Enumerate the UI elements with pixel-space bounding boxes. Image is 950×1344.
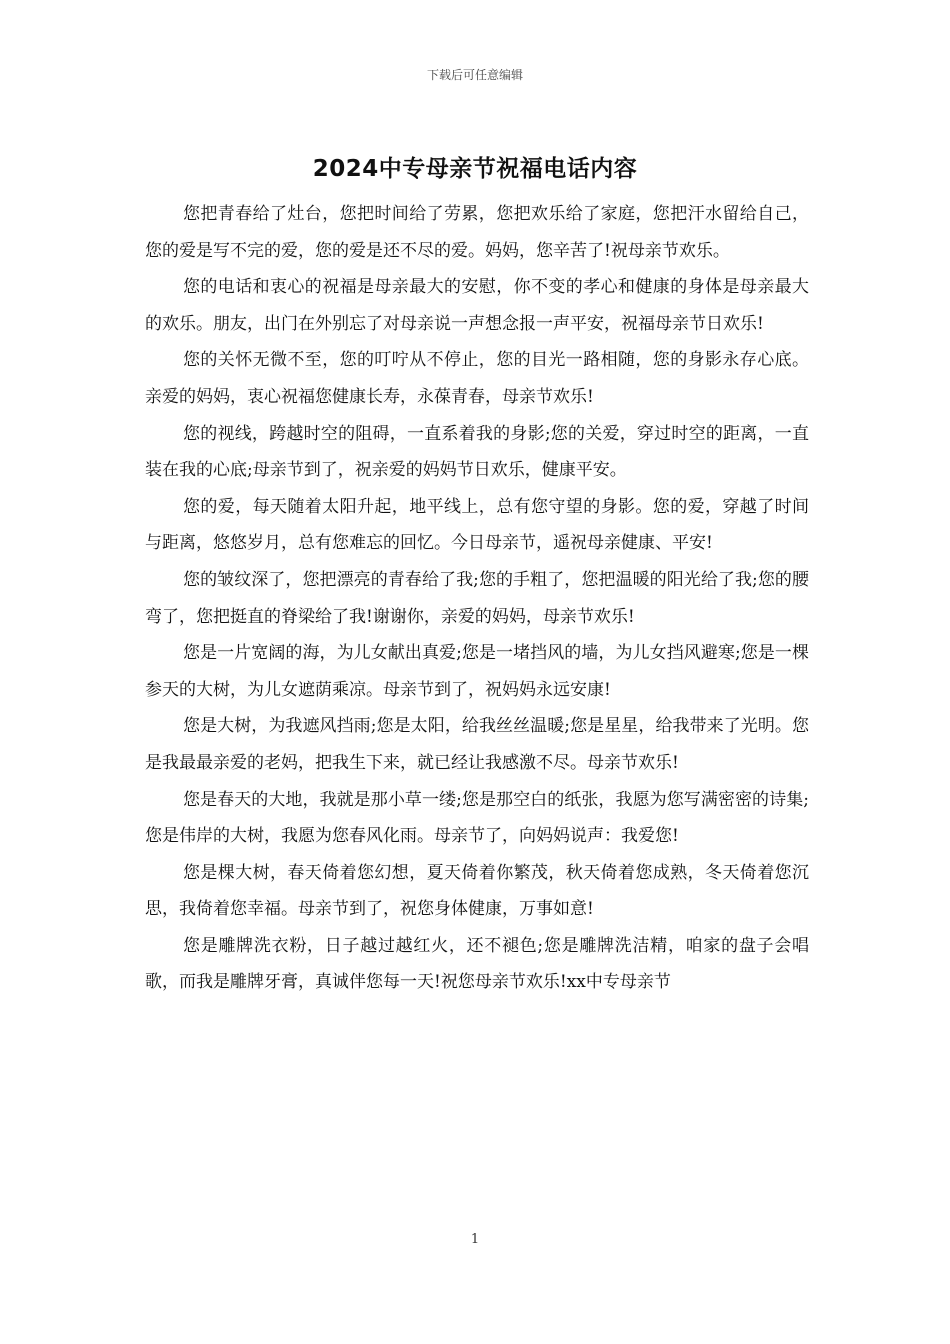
document-title: 2024中专母亲节祝福电话内容 <box>312 156 638 182</box>
paragraph: 您是一片宽阔的海，为儿女献出真爱;您是一堵挡风的墙，为儿女挡风避寒;您是一棵参天的大树，为儿女遮荫乘凉。母亲节到了，祝妈妈永远安康! <box>145 643 809 700</box>
paragraph: 您把青春给了灶台，您把时间给了劳累，您把欢乐给了家庭，您把汗水留给自己，您的爱是写不完的爱，您的爱是还不尽的爱。妈妈，您辛苦了!祝母亲节欢乐。 <box>145 204 809 261</box>
paragraph: 您的视线，跨越时空的阻碍，一直系着我的身影;您的关爱，穿过时空的距离，一直装在我的心底;母亲节到了，祝亲爱的妈妈节日欢乐，健康平安。 <box>145 423 809 481</box>
paragraph: 您的电话和衷心的祝福是母亲最大的安慰，你不变的孝心和健康的身体是母亲最大的欢乐。朋友，出门在外别忘了对母亲说一声想念报一声平安，祝福母亲节日欢乐! <box>145 277 809 334</box>
document-body <box>145 196 809 1001</box>
header-note: 下载后可任意编辑 <box>426 68 523 82</box>
page-number: 1 <box>470 1232 480 1247</box>
paragraph: 您是大树，为我遮风挡雨;您是太阳，给我丝丝温暖;您是星星，给我带来了光明。您是我最最亲爱的老妈，把我生下来，就已经让我感激不尽。母亲节欢乐! <box>145 716 809 773</box>
paragraph: 您的皱纹深了，您把漂亮的青春给了我;您的手粗了，您把温暖的阳光给了我;您的腰弯了，您把挺直的脊梁给了我!谢谢你，亲爱的妈妈，母亲节欢乐! <box>145 569 809 627</box>
paragraph: 您的关怀无微不至，您的叮咛从不停止，您的目光一路相随，您的身影永存心底。亲爱的妈妈，衷心祝福您健康长寿，永葆青春，母亲节欢乐! <box>145 350 809 407</box>
paragraph: 您是雕牌洗衣粉，日子越过越红火，还不褪色;您是雕牌洗洁精，咱家的盘子会唱歌，而我是雕牌牙膏，真诚伴您每一天!祝您母亲节欢乐!xx中专母亲节 <box>145 935 809 993</box>
paragraph: 您的爱，每天随着太阳升起，地平线上，总有您守望的身影。您的爱，穿越了时间与距离，悠悠岁月，总有您难忘的回忆。今日母亲节，遥祝母亲健康、平安! <box>145 496 809 554</box>
paragraph: 您是棵大树，春天倚着您幻想，夏天倚着你繁茂，秋天倚着您成熟，冬天倚着您沉思，我倚着您幸福。母亲节到了，祝您身体健康，万事如意! <box>145 862 809 920</box>
paragraph: 您是春天的大地，我就是那小草一缕;您是那空白的纸张，我愿为您写满密密的诗集;您是伟岸的大树，我愿为您春风化雨。母亲节了，向妈妈说声：我爱您! <box>145 789 809 847</box>
